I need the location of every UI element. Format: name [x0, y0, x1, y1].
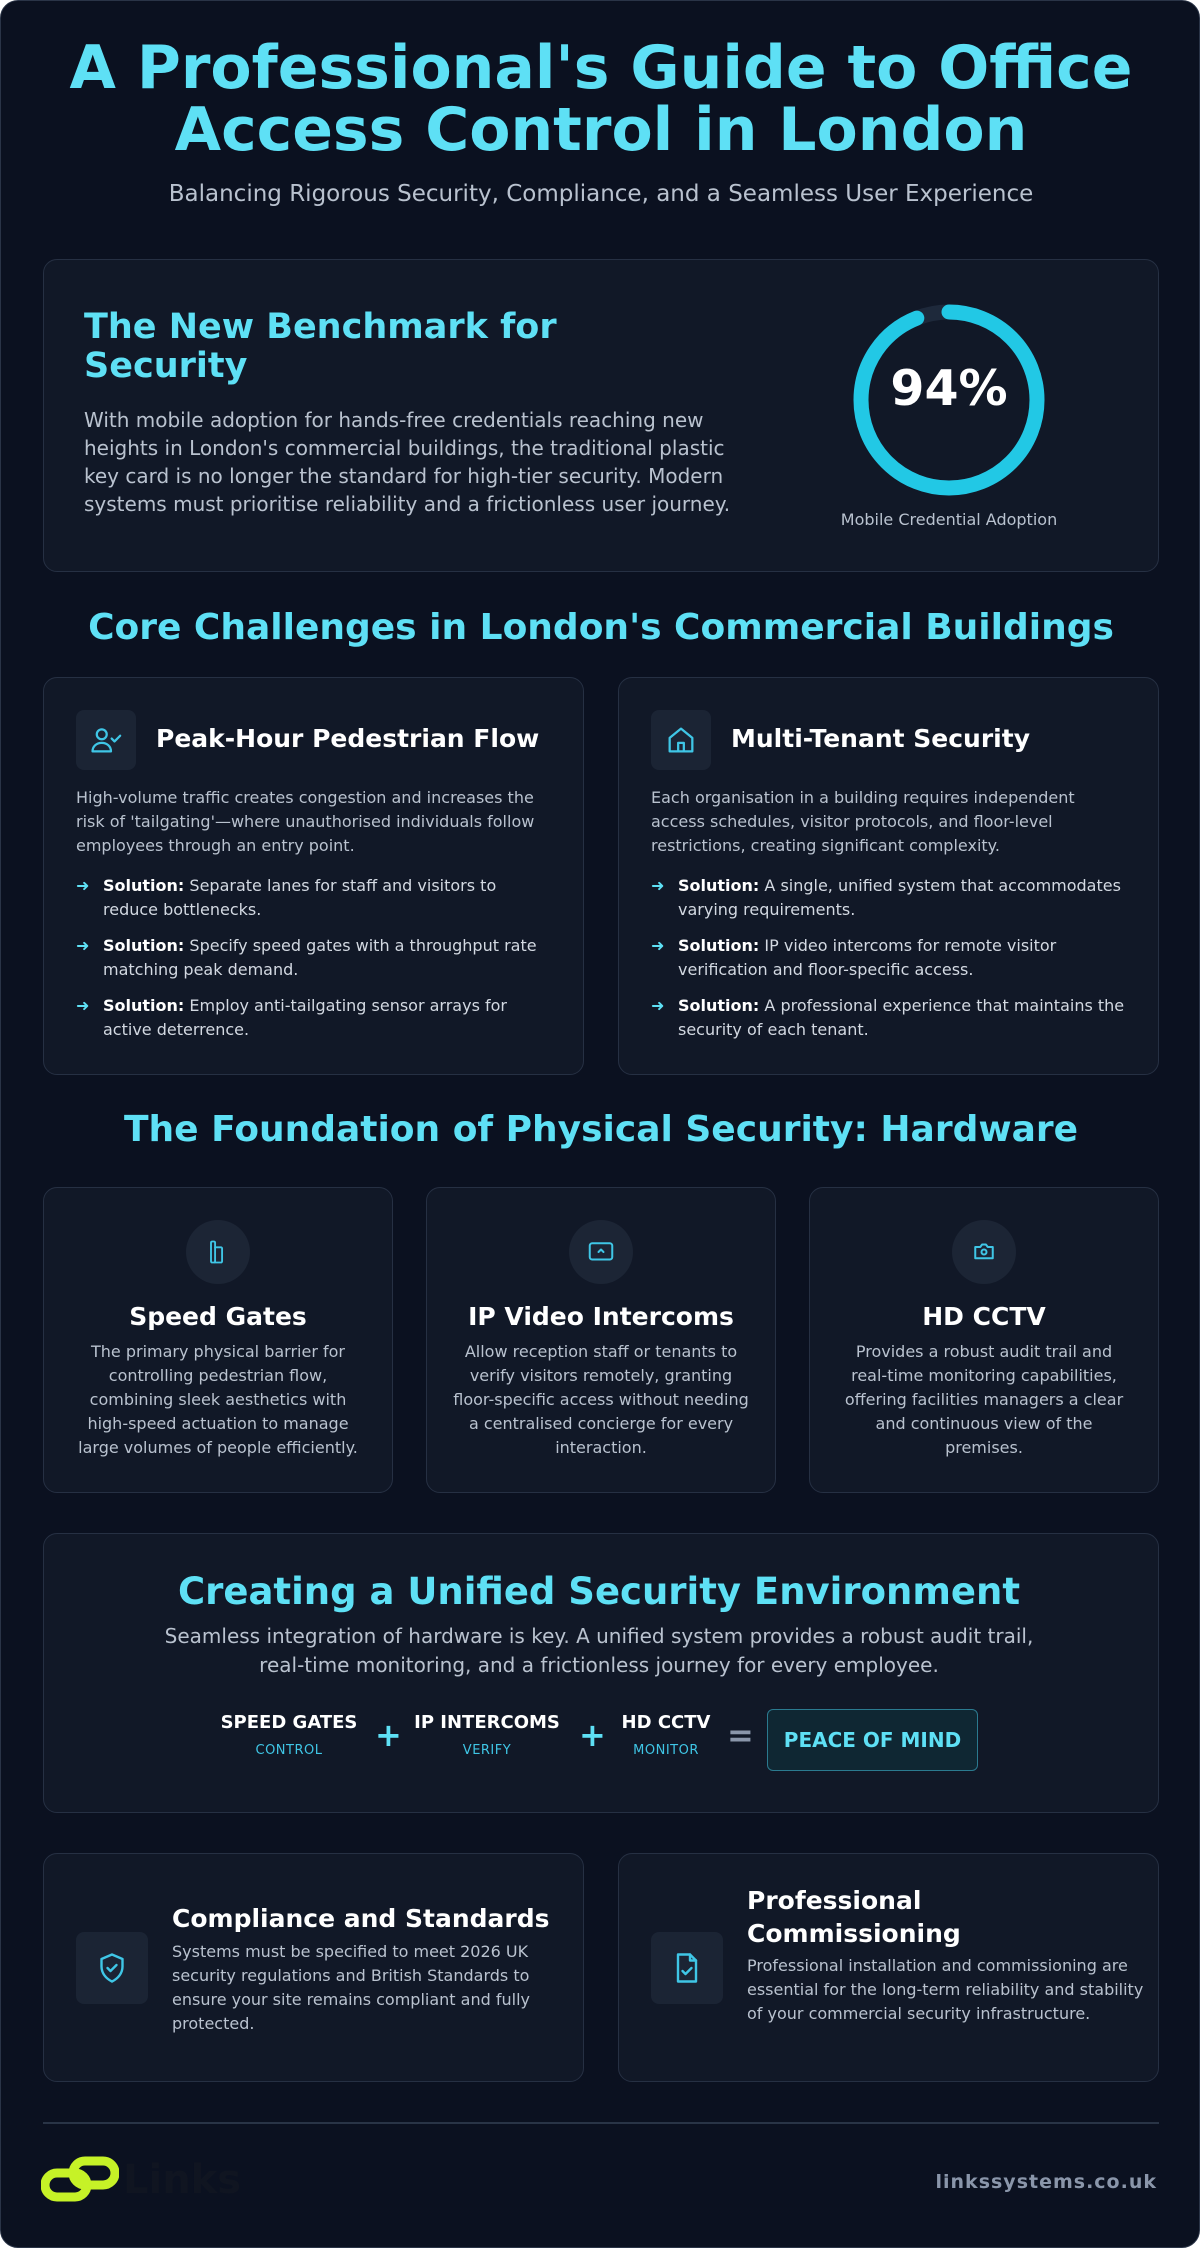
solution-item: ➜ Solution: A single, unified system that accommodates varying requirements. [651, 876, 1121, 919]
shield-check-icon [76, 1932, 148, 2004]
solution-item: ➜ Solution: Employ anti-tailgating sensor arrays for active deterrence. [76, 996, 507, 1039]
unified-text: Seamless integration of hardware is key. A unified system provides a robust audit trail, real-time monitoring, and a frictionless journey for every employee. [164, 1624, 1034, 1677]
challenge-card-multi-tenant [618, 677, 1159, 1075]
solution-item: ➜ Solution: IP video intercoms for remote visitor verification and floor-specific access. [651, 936, 1057, 979]
document-check-icon [651, 1932, 723, 2004]
hardware-title: HD CCTV [922, 1302, 1046, 1331]
arrow-right-icon: ➜ [651, 996, 665, 1015]
adoption-value: 94% [890, 360, 1008, 417]
benchmark-text: With mobile adoption for hands-free credentials reaching new heights in London's commercial buildings, the traditional plastic key card is no longer the standard for high-tier security. Modern systems must prioritise reliability and a frictionless user journey. [84, 408, 731, 516]
solution-item: ➜ Solution: A professional experience that maintains the security of each tenant. [651, 996, 1125, 1039]
equation-item-speed-gates: SPEED GATES CONTROL [220, 1712, 358, 1758]
solution-item: ➜ Solution: Separate lanes for staff and visitors to reduce bottlenecks. [76, 876, 497, 919]
unified-card [43, 1533, 1159, 1813]
arrow-right-icon: ➜ [76, 876, 90, 895]
logo-text: Links [123, 2157, 242, 2203]
challenge-card-peak-flow [43, 677, 584, 1075]
unified-title: Creating a Unified Security Environment [177, 1570, 1021, 1613]
challenge-description: Each organisation in a building requires independent access schedules, visitor protocols, and floor-level restrictions, creating significant complexity. [651, 788, 1075, 855]
challenge-title: Multi-Tenant Security [731, 724, 1030, 753]
hardware-card-speed-gates [43, 1187, 393, 1493]
hardware-title: IP Video Intercoms [468, 1302, 734, 1331]
arrow-right-icon: ➜ [651, 876, 665, 895]
intercom-icon [569, 1220, 633, 1284]
page-subtitle: Balancing Rigorous Security, Compliance, and a Seamless User Experience [168, 181, 1034, 207]
plus-sign: + [375, 1716, 402, 1754]
hardware-description: Allow reception staff or tenants to verify visitors remotely, granting floor-specific access without needing a centralised concierge for every interaction. [453, 1342, 749, 1457]
commissioning-card [618, 1853, 1159, 2082]
hardware-title: Speed Gates [129, 1302, 307, 1331]
challenges-title: Core Challenges in London's Commercial Buildings [88, 607, 1114, 648]
equals-sign: = [727, 1716, 754, 1754]
challenge-description: High-volume traffic creates congestion and increases the risk of 'tailgating'—where unauthorised individuals follow employees through an entry point. [76, 788, 535, 855]
footer-divider [43, 2122, 1159, 2124]
challenge-title: Peak-Hour Pedestrian Flow [156, 724, 540, 753]
hardware-card-cctv [809, 1187, 1159, 1493]
arrow-right-icon: ➜ [76, 996, 90, 1015]
page-title: A Professional's Guide to Office Access Control in London [69, 33, 1133, 165]
solution-list [76, 874, 556, 1054]
benchmark-card [43, 259, 1159, 572]
commissioning-description: Professional installation and commissioning are essential for the long-term reliability and stability of your commercial security infrastructure. [747, 1956, 1144, 2023]
compliance-card [43, 1853, 584, 2082]
compliance-title: Compliance and Standards [172, 1904, 550, 1933]
website-link[interactable]: linkssystems.co.uk [935, 2171, 1157, 2193]
plus-sign: + [579, 1716, 606, 1754]
adoption-label: Mobile Credential Adoption [840, 510, 1058, 529]
solution-item: ➜ Solution: Specify speed gates with a throughput rate matching peak demand. [76, 936, 537, 979]
equation-item-hd-cctv: HD CCTV MONITOR [621, 1712, 711, 1758]
hardware-title: The Foundation of Physical Security: Hardware [123, 1109, 1079, 1150]
solution-list [651, 874, 1131, 1054]
arrow-right-icon: ➜ [76, 936, 90, 955]
speed-gate-icon [186, 1220, 250, 1284]
hardware-description: Provides a robust audit trail and real-time monitoring capabilities, offering facilities managers a clear and continuous view of the premises. [844, 1342, 1124, 1457]
benchmark-title: The New Benchmark for Security [84, 307, 557, 386]
arrow-right-icon: ➜ [651, 936, 665, 955]
home-icon [651, 710, 711, 770]
commissioning-title: Professional Commissioning [747, 1886, 961, 1948]
adoption-ring [849, 300, 1049, 500]
user-check-icon [76, 710, 136, 770]
peace-of-mind-badge: PEACE OF MIND [767, 1709, 978, 1771]
equation-item-ip-intercoms: IP INTERCOMS VERIFY [414, 1712, 560, 1758]
hardware-card-intercoms [426, 1187, 776, 1493]
compliance-description: Systems must be specified to meet 2026 UK security regulations and British Standards to ensure your site remains compliant and fully protected. [172, 1942, 530, 2033]
camera-icon [952, 1220, 1016, 1284]
hardware-description: The primary physical barrier for controlling pedestrian flow, combining sleek aesthetics with high-speed actuation to manage large volumes of people efficiently. [78, 1342, 358, 1457]
links-logo-icon [41, 2153, 119, 2209]
